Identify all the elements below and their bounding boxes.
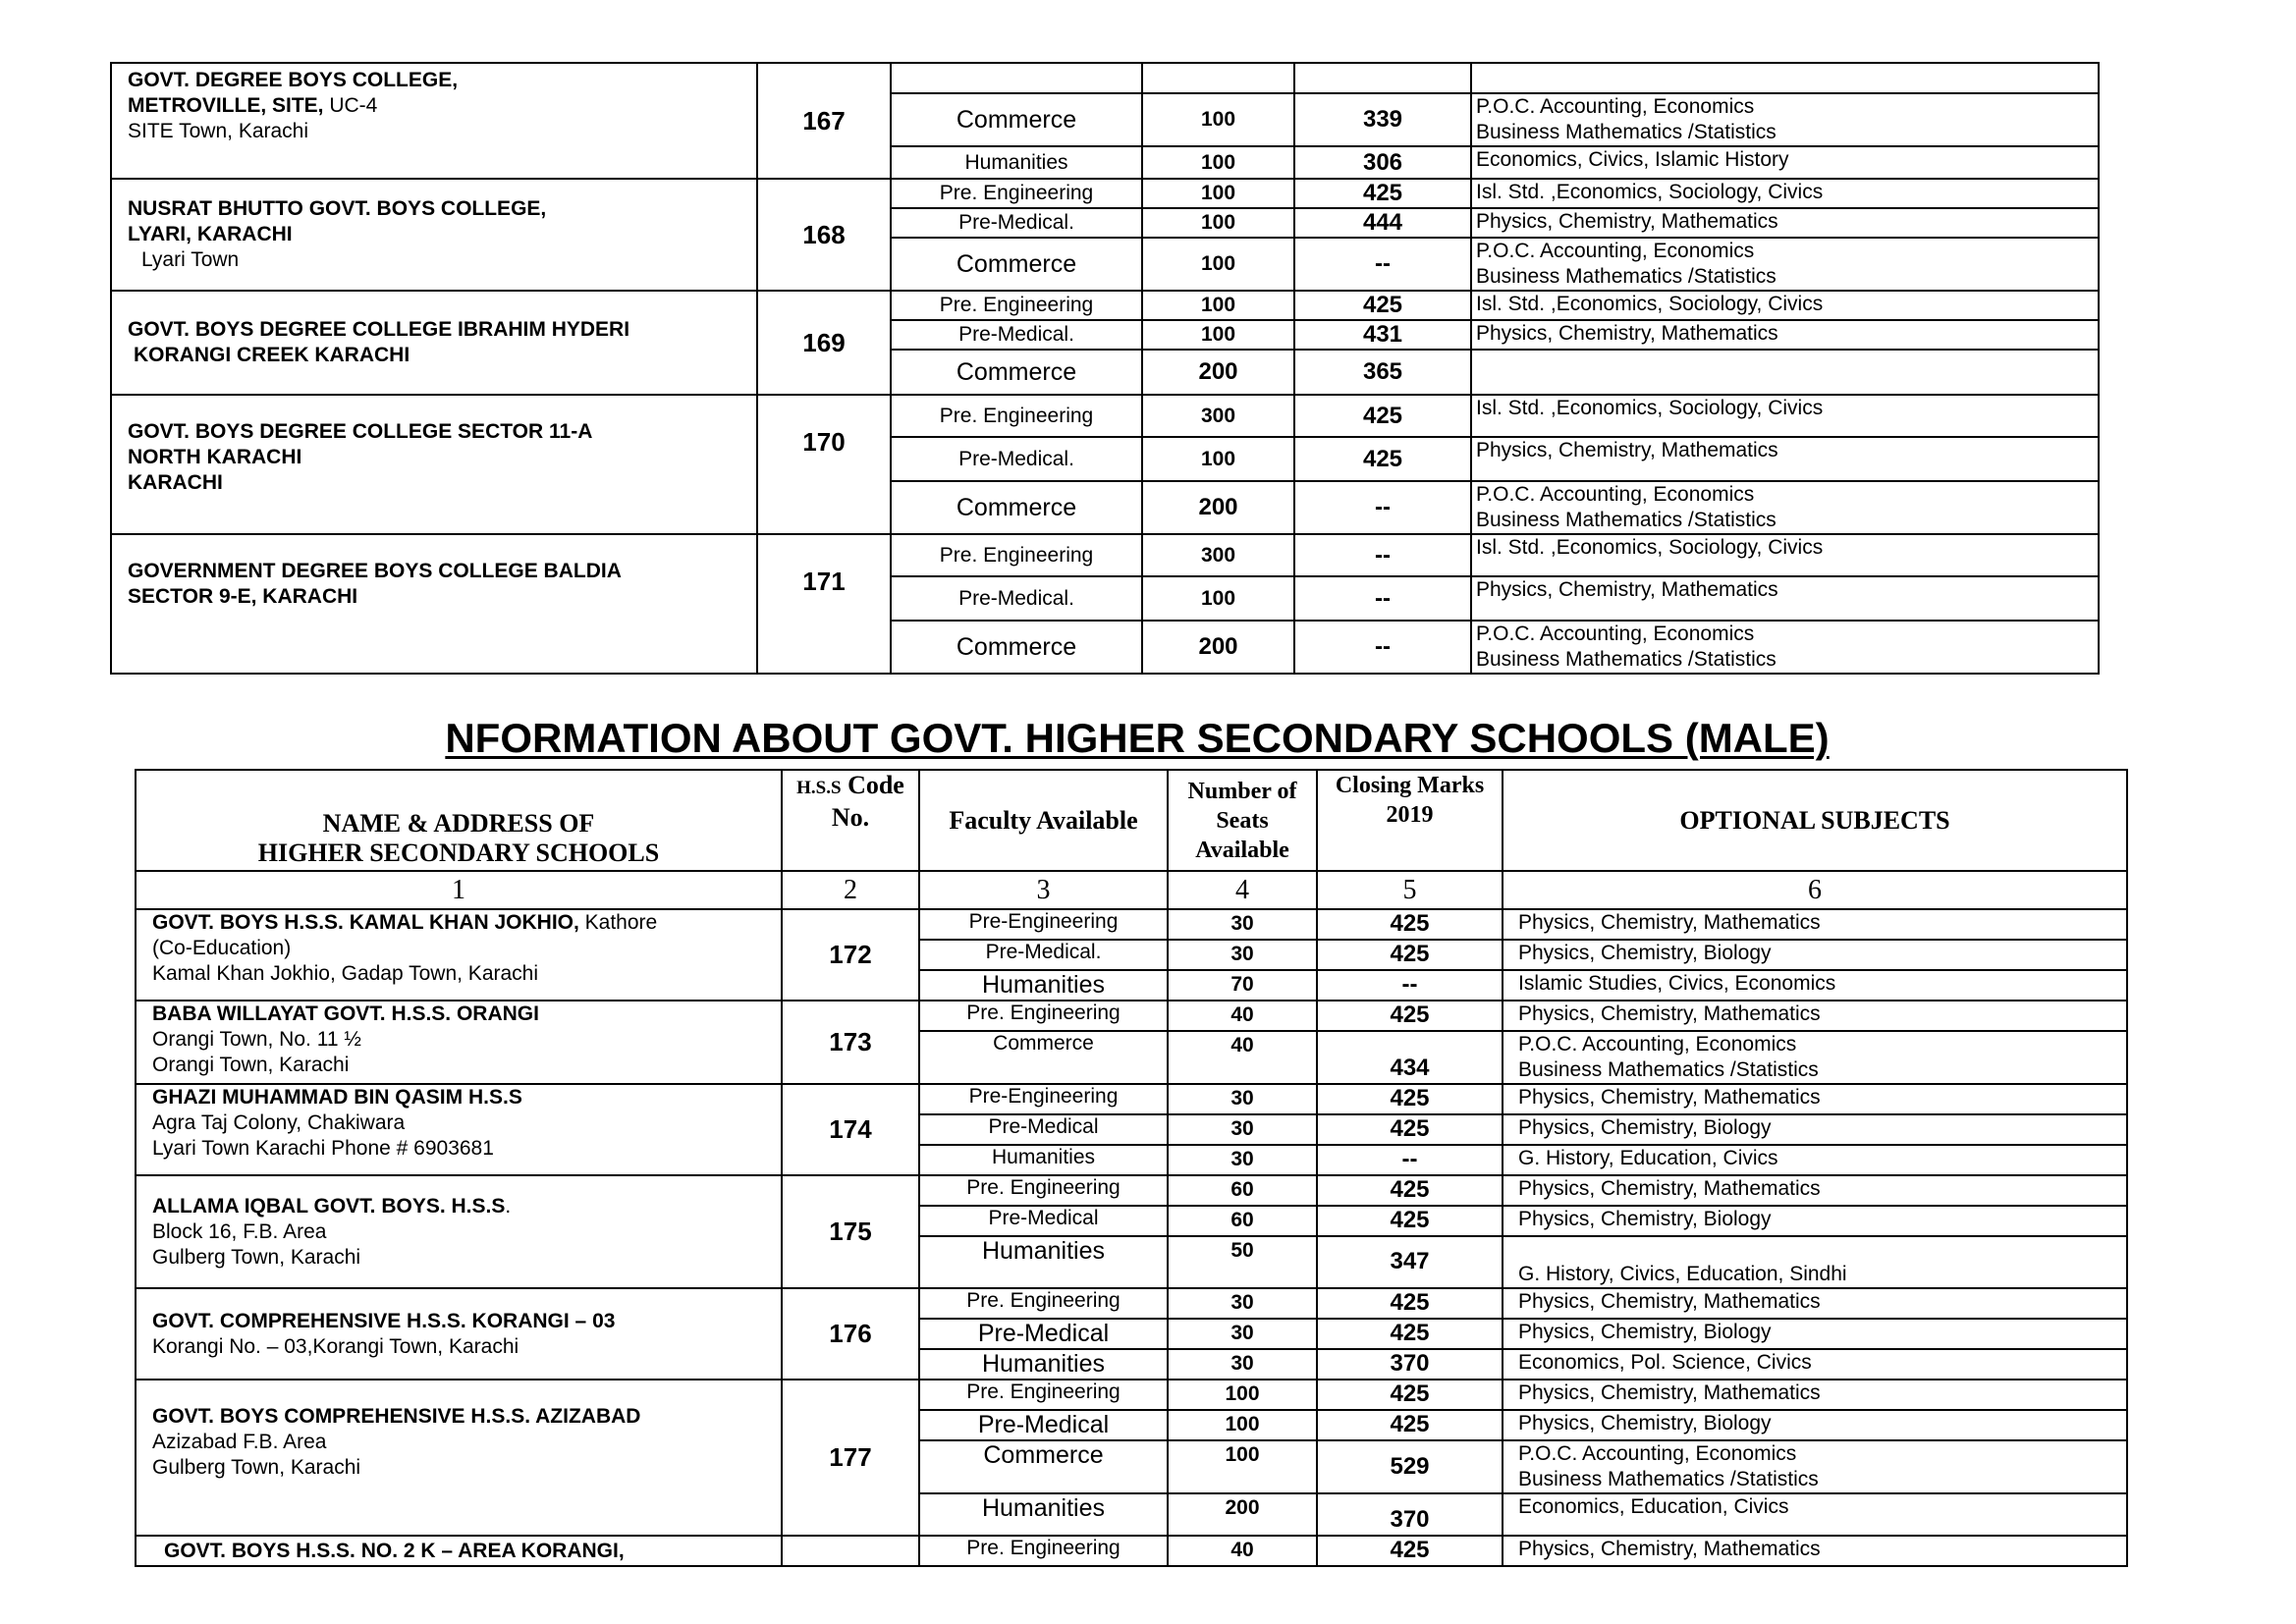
header-row (136, 770, 2127, 871)
seats-cell: 100 (1142, 437, 1294, 481)
seats-cell: 100 (1142, 93, 1294, 146)
school-name-175: ALLAMA IQBAL GOVT. BOYS. H.S.S. Block 16, F.B. Area Gulberg Town, Karachi (136, 1175, 782, 1288)
marks-cell: -- (1294, 481, 1471, 534)
seats-cell: 100 (1142, 146, 1294, 179)
table-row (136, 1536, 2127, 1566)
subjects-cell: Economics, Civics, Islamic History (1471, 146, 2099, 179)
faculty-cell: Pre. Engineering (919, 1380, 1168, 1410)
seats-cell: 30 (1168, 1349, 1317, 1380)
subjects-cell: Physics, Chemistry, Biology (1503, 1114, 2127, 1145)
faculty-cell: Humanities (919, 1349, 1168, 1380)
marks-cell: -- (1317, 970, 1503, 1001)
subjects-cell: Physics, Chemistry, Mathematics (1503, 1536, 2127, 1566)
college-name-170: GOVT. BOYS DEGREE COLLEGE SECTOR 11-A NORTH KARACHI KARACHI (111, 395, 757, 534)
marks-cell: 370 (1317, 1493, 1503, 1536)
faculty-cell: Pre. Engineering (919, 1288, 1168, 1319)
header-marks: Closing Marks 2019 (1317, 770, 1503, 871)
college-name-168: NUSRAT BHUTTO GOVT. BOYS COLLEGE, LYARI, KARACHI Lyari Town (111, 179, 757, 291)
subjects-cell: P.O.C. Accounting, Economics Business Mathematics /Statistics (1471, 93, 2099, 146)
marks-cell: 425 (1317, 1288, 1503, 1319)
marks-cell: 425 (1317, 1001, 1503, 1031)
faculty-cell: Humanities (919, 1493, 1168, 1536)
school-name-173: BABA WILLAYAT GOVT. H.S.S. ORANGI Orangi Town, No. 11 ½ Orangi Town, Karachi (136, 1001, 782, 1084)
faculty-cell: Commerce (891, 93, 1142, 146)
seats-cell: 30 (1168, 1145, 1317, 1175)
subjects-cell: Physics, Chemistry, Biology (1503, 1410, 2127, 1440)
column-number-row (136, 871, 2127, 909)
marks-cell: -- (1294, 576, 1471, 621)
faculty-cell: Commerce (891, 350, 1142, 395)
seats-cell: 100 (1142, 179, 1294, 208)
marks-cell: 434 (1317, 1031, 1503, 1084)
seats-cell: 60 (1168, 1206, 1317, 1236)
marks-cell (1294, 63, 1471, 93)
header-subjects: OPTIONAL SUBJECTS (1503, 770, 2127, 871)
seats-cell: 200 (1142, 350, 1294, 395)
seats-cell: 60 (1168, 1175, 1317, 1206)
marks-cell: 365 (1294, 350, 1471, 395)
header-seats: Number of Seats Available (1168, 770, 1317, 871)
faculty-cell: Commerce (891, 481, 1142, 534)
subjects-cell: G. History, Education, Civics (1503, 1145, 2127, 1175)
faculty-cell: Pre-Medical. (891, 208, 1142, 238)
column-number: 2 (782, 871, 919, 909)
marks-cell: 529 (1317, 1440, 1503, 1493)
seats-cell: 100 (1142, 320, 1294, 350)
school-name-177: GOVT. BOYS COMPREHENSIVE H.S.S. AZIZABAD Azizabad F.B. Area Gulberg Town, Karachi (136, 1380, 782, 1536)
faculty-cell: Pre. Engineering (891, 534, 1142, 576)
table-row (111, 534, 2099, 576)
college-code: 167 (757, 63, 891, 179)
marks-cell: 425 (1317, 1380, 1503, 1410)
faculty-cell: Pre-Medical (919, 1206, 1168, 1236)
college-name-167: GOVT. DEGREE BOYS COLLEGE, METROVILLE, SITE, UC-4 SITE Town, Karachi (111, 63, 757, 179)
faculty-cell: Humanities (919, 1145, 1168, 1175)
marks-cell: -- (1294, 621, 1471, 674)
table-row (136, 1001, 2127, 1031)
table-row (136, 1175, 2127, 1206)
school-name-172: GOVT. BOYS H.S.S. KAMAL KHAN JOKHIO, Kathore (Co-Education) Kamal Khan Jokhio, Gadap Town, Karachi (136, 909, 782, 1001)
seats-cell: 100 (1142, 576, 1294, 621)
marks-cell: 425 (1317, 1175, 1503, 1206)
faculty-cell: Pre. Engineering (919, 1175, 1168, 1206)
subjects-cell: Physics, Chemistry, Mathematics (1503, 909, 2127, 940)
subjects-cell: Isl. Std. ,Economics, Sociology, Civics (1471, 534, 2099, 576)
faculty-cell: Commerce (891, 238, 1142, 291)
faculty-cell (891, 63, 1142, 93)
marks-cell: 339 (1294, 93, 1471, 146)
subjects-cell: Physics, Chemistry, Mathematics (1471, 320, 2099, 350)
seats-cell (1142, 63, 1294, 93)
subjects-cell: Physics, Chemistry, Mathematics (1471, 208, 2099, 238)
college-code: 171 (757, 534, 891, 674)
marks-cell: 425 (1317, 1319, 1503, 1349)
subjects-cell: Physics, Chemistry, Mathematics (1503, 1175, 2127, 1206)
subjects-cell: G. History, Civics, Education, Sindhi (1503, 1236, 2127, 1288)
seats-cell: 30 (1168, 1084, 1317, 1114)
seats-cell: 100 (1142, 208, 1294, 238)
faculty-cell: Pre-Engineering (919, 1084, 1168, 1114)
faculty-cell: Pre-Medical (919, 1410, 1168, 1440)
subjects-cell: P.O.C. Accounting, Economics Business Mathematics /Statistics (1471, 481, 2099, 534)
seats-cell: 100 (1168, 1410, 1317, 1440)
college-code: 168 (757, 179, 891, 291)
faculty-cell: Pre-Medical. (891, 437, 1142, 481)
faculty-cell: Humanities (891, 146, 1142, 179)
college-code: 169 (757, 291, 891, 395)
marks-cell: 347 (1317, 1236, 1503, 1288)
subjects-cell: Isl. Std. ,Economics, Sociology, Civics (1471, 291, 2099, 320)
faculty-cell: Humanities (919, 1236, 1168, 1288)
faculty-cell: Pre-Medical. (891, 320, 1142, 350)
seats-cell: 30 (1168, 1114, 1317, 1145)
marks-cell: 425 (1317, 1410, 1503, 1440)
column-number: 1 (136, 871, 782, 909)
school-code: 175 (782, 1175, 919, 1288)
seats-cell: 30 (1168, 1288, 1317, 1319)
faculty-cell: Pre. Engineering (891, 291, 1142, 320)
faculty-cell: Pre. Engineering (891, 179, 1142, 208)
subjects-cell: Economics, Education, Civics (1503, 1493, 2127, 1536)
subjects-cell: Physics, Chemistry, Mathematics (1503, 1001, 2127, 1031)
school-name-178: GOVT. BOYS H.S.S. NO. 2 K – AREA KORANGI, (136, 1536, 782, 1566)
table-row (111, 179, 2099, 208)
subjects-cell: Isl. Std. ,Economics, Sociology, Civics (1471, 179, 2099, 208)
section-title: NFORMATION ABOUT GOVT. HIGHER SECONDARY SCHOOLS (MALE) (445, 715, 1830, 761)
seats-cell: 50 (1168, 1236, 1317, 1288)
column-number: 3 (919, 871, 1168, 909)
marks-cell: 425 (1294, 437, 1471, 481)
marks-cell: 425 (1294, 291, 1471, 320)
marks-cell: 306 (1294, 146, 1471, 179)
column-number: 5 (1317, 871, 1503, 909)
seats-cell: 100 (1142, 238, 1294, 291)
school-code (782, 1536, 919, 1566)
table-row (136, 1380, 2127, 1410)
subjects-cell: Islamic Studies, Civics, Economics (1503, 970, 2127, 1001)
marks-cell: 431 (1294, 320, 1471, 350)
school-code: 174 (782, 1084, 919, 1175)
seats-cell: 40 (1168, 1536, 1317, 1566)
subjects-cell: Physics, Chemistry, Biology (1503, 940, 2127, 970)
subjects-cell: Physics, Chemistry, Mathematics (1503, 1380, 2127, 1410)
seats-cell: 300 (1142, 395, 1294, 437)
college-name-169: GOVT. BOYS DEGREE COLLEGE IBRAHIM HYDERI KORANGI CREEK KARACHI (111, 291, 757, 395)
seats-cell: 30 (1168, 940, 1317, 970)
school-code: 177 (782, 1380, 919, 1536)
seats-cell: 30 (1168, 1319, 1317, 1349)
table-row (136, 909, 2127, 940)
column-number: 6 (1503, 871, 2127, 909)
subjects-cell: Isl. Std. ,Economics, Sociology, Civics (1471, 395, 2099, 437)
subjects-cell: P.O.C. Accounting, Economics Business Mathematics /Statistics (1471, 621, 2099, 674)
table-row (111, 291, 2099, 320)
college-name-171: GOVERNMENT DEGREE BOYS COLLEGE BALDIA SECTOR 9-E, KARACHI (111, 534, 757, 674)
marks-cell: -- (1294, 238, 1471, 291)
seats-cell: 100 (1142, 291, 1294, 320)
faculty-cell: Pre-Medical. (919, 940, 1168, 970)
marks-cell: 425 (1317, 940, 1503, 970)
school-code: 172 (782, 909, 919, 1001)
marks-cell: 425 (1317, 1536, 1503, 1566)
marks-cell: 425 (1317, 909, 1503, 940)
marks-cell: 425 (1317, 1206, 1503, 1236)
marks-cell: 370 (1317, 1349, 1503, 1380)
colleges-table (110, 62, 2100, 675)
school-code: 173 (782, 1001, 919, 1084)
faculty-cell: Pre-Medical. (891, 576, 1142, 621)
header-name: NAME & ADDRESS OF HIGHER SECONDARY SCHOOLS (136, 770, 782, 871)
header-faculty: Faculty Available (919, 770, 1168, 871)
subjects-cell: Physics, Chemistry, Mathematics (1503, 1288, 2127, 1319)
college-code: 170 (757, 395, 891, 534)
table-row (136, 1288, 2127, 1319)
school-code: 176 (782, 1288, 919, 1380)
header-code: H.S.S Code No. (782, 770, 919, 871)
marks-cell: 425 (1317, 1114, 1503, 1145)
marks-cell: -- (1317, 1145, 1503, 1175)
subjects-cell: Physics, Chemistry, Biology (1503, 1319, 2127, 1349)
subjects-cell (1471, 63, 2099, 93)
hss-table (135, 769, 2128, 1567)
seats-cell: 300 (1142, 534, 1294, 576)
subjects-cell: Physics, Chemistry, Mathematics (1471, 437, 2099, 481)
subjects-cell: Economics, Pol. Science, Civics (1503, 1349, 2127, 1380)
seats-cell: 200 (1142, 621, 1294, 674)
marks-cell: 444 (1294, 208, 1471, 238)
faculty-cell: Pre. Engineering (891, 395, 1142, 437)
seats-cell: 100 (1168, 1380, 1317, 1410)
table-row (136, 1084, 2127, 1114)
seats-cell: 200 (1142, 481, 1294, 534)
table-row (111, 63, 2099, 93)
subjects-cell: P.O.C. Accounting, Economics Business Mathematics /Statistics (1503, 1031, 2127, 1084)
seats-cell: 30 (1168, 909, 1317, 940)
faculty-cell: Humanities (919, 970, 1168, 1001)
subjects-cell: P.O.C. Accounting, Economics Business Mathematics /Statistics (1471, 238, 2099, 291)
marks-cell: -- (1294, 534, 1471, 576)
subjects-cell: Physics, Chemistry, Mathematics (1471, 576, 2099, 621)
school-name-174: GHAZI MUHAMMAD BIN QASIM H.S.S Agra Taj Colony, Chakiwara Lyari Town Karachi Phone # 6903681 (136, 1084, 782, 1175)
faculty-cell: Pre. Engineering (919, 1001, 1168, 1031)
table-row (111, 395, 2099, 437)
seats-cell: 40 (1168, 1031, 1317, 1084)
school-name-176: GOVT. COMPREHENSIVE H.S.S. KORANGI – 03 Korangi No. – 03,Korangi Town, Karachi (136, 1288, 782, 1380)
faculty-cell: Commerce (919, 1440, 1168, 1493)
faculty-cell: Pre-Medical (919, 1319, 1168, 1349)
column-number: 4 (1168, 871, 1317, 909)
seats-cell: 200 (1168, 1493, 1317, 1536)
subjects-cell: Physics, Chemistry, Mathematics (1503, 1084, 2127, 1114)
subjects-cell: Physics, Chemistry, Biology (1503, 1206, 2127, 1236)
marks-cell: 425 (1294, 179, 1471, 208)
faculty-cell: Commerce (919, 1031, 1168, 1084)
faculty-cell: Pre-Engineering (919, 909, 1168, 940)
subjects-cell: P.O.C. Accounting, Economics Business Mathematics /Statistics (1503, 1440, 2127, 1493)
faculty-cell: Pre-Medical (919, 1114, 1168, 1145)
seats-cell: 100 (1168, 1440, 1317, 1493)
subjects-cell (1471, 350, 2099, 395)
faculty-cell: Commerce (891, 621, 1142, 674)
faculty-cell: Pre. Engineering (919, 1536, 1168, 1566)
seats-cell: 70 (1168, 970, 1317, 1001)
marks-cell: 425 (1294, 395, 1471, 437)
seats-cell: 40 (1168, 1001, 1317, 1031)
marks-cell: 425 (1317, 1084, 1503, 1114)
